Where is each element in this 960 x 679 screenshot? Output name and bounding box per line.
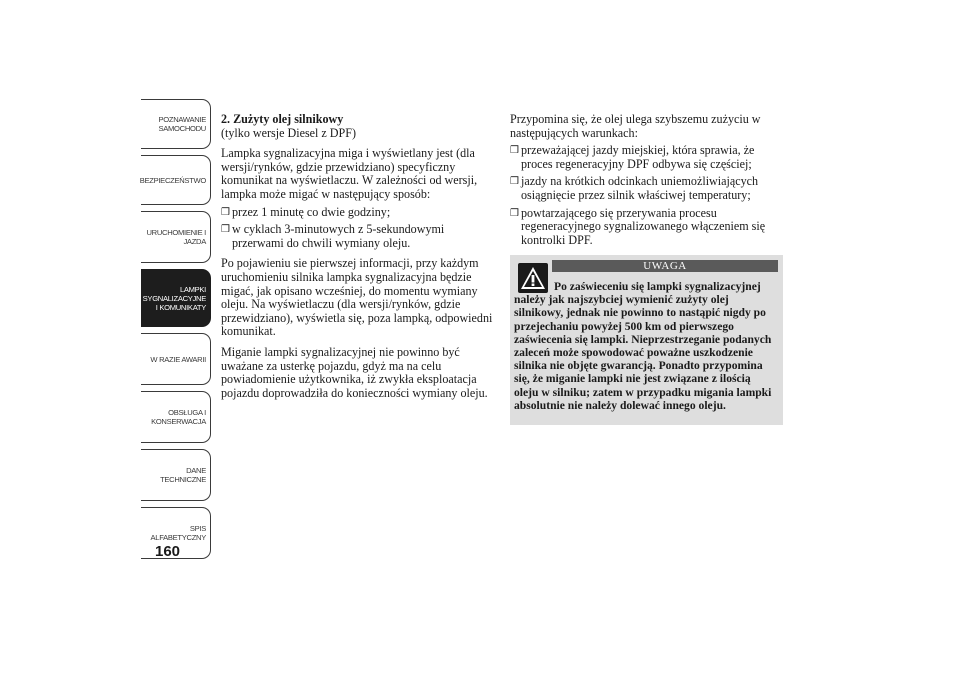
body-paragraph: Miganie lampki sygnalizacyjnej nie powinno być uważane za usterkę pojazdu, gdyż ma na celu powiadomienie użytkownika, iż zwykła eksploatacja pojazdu doprowadziła do konieczności wymiany oleju. xyxy=(221,344,488,400)
right-column xyxy=(510,113,785,247)
checkbox-bullet-icon: ❒ xyxy=(510,207,519,219)
list-item-text: przeważającej jazdy miejskiej, która sprawia, że proces regeneracyjny DPF odbywa się częściej; xyxy=(521,143,755,171)
checkbox-bullet-icon: ❒ xyxy=(510,145,519,157)
list-item xyxy=(221,206,493,220)
checkbox-bullet-icon: ❒ xyxy=(510,176,519,188)
list-item-text: przez 1 minutę co dwie godziny; xyxy=(232,204,391,219)
tab-bezpieczenstwo[interactable]: BEZPIECZEŃSTWO xyxy=(141,155,211,205)
intro-paragraph: Lampka sygnalizacyjna miga i wyświetlany jest (dla wersji/rynków, gdzie przewidziano) specyficzny komunikat na wyświetlaczu. W zależności od wersji, lampka może migać w następujący sposób: xyxy=(221,146,478,201)
list-item xyxy=(510,144,785,171)
checkbox-bullet-icon: ❒ xyxy=(221,224,230,236)
list-item-text: w cyklach 3-minutowych z 5-sekundowymi przerwami do chwili wymiany oleju. xyxy=(232,222,445,250)
section-heading: 2. Zużyty olej silnikowy xyxy=(221,112,344,126)
tab-lampki-sygnalizacyjne[interactable]: LAMPKI SYGNALIZACYJNE I KOMUNIKATY xyxy=(141,269,211,327)
intro-paragraph: Przypomina się, że olej ulega szybszemu zużyciu w następujących warunkach: xyxy=(510,112,761,140)
warning-text: Po zaświeceniu się lampki sygnalizacyjnej należy jak najszybciej wymienić zużyty olej silnikowy, jednak nie powinno to nastąpić nigdy po przejechaniu powyżej 500 km od pierwszego zaświecenia się lampki. Nieprzestrzeganie podanych zaleceń może spowodować poważne uszkodzenie silnika nie objęte gwarancją. Ponadto przypomina się, że miganie lampki nie jest związane z ilością oleju w silniku; zatem w przypadku migania lampki absolutnie nie należy dolewać innego oleju. xyxy=(514,280,772,412)
list-item xyxy=(510,207,785,248)
tab-dane-techniczne[interactable]: DANE TECHNICZNE xyxy=(141,449,211,501)
left-column xyxy=(221,113,493,400)
list-item xyxy=(510,175,785,202)
tab-poznawanie-samochodu[interactable]: POZNAWANIE SAMOCHODU xyxy=(141,99,211,149)
page-number: 160 xyxy=(155,543,181,560)
tab-w-razie-awarii[interactable]: W RAZIE AWARII xyxy=(141,333,211,385)
warning-title: UWAGA xyxy=(552,260,778,272)
checkbox-bullet-icon: ❒ xyxy=(221,206,230,218)
tab-uruchomienie-i-jazda[interactable]: URUCHOMIENIE I JAZDA xyxy=(141,211,211,263)
warning-box xyxy=(510,255,783,425)
list-item-text: powtarzającego się przerywania procesu regeneracyjnego sygnalizowanego włączeniem się kontrolki DPF. xyxy=(521,205,766,247)
tab-spis-alfabetyczny[interactable]: SPIS ALFABETYCZNY xyxy=(141,507,211,559)
body-paragraph: Po pojawieniu sie pierwszej informacji, przy każdym uruchomieniu silnika lampka sygnalizacyjna będzie migać, jak opisano wcześniej, do momentu wymiany oleju. Na wyświetlaczu (dla wersji/rynków, gdzie przewidziano), wyświetla się, poza lampką, odpowiedni komunikat. xyxy=(221,256,493,339)
list-item-text: jazdy na krótkich odcinkach uniemożliwiających osiągnięcie przez silnik właściwej temperatury; xyxy=(521,174,759,202)
tab-obsluga-i-konserwacja[interactable]: OBSŁUGA I KONSERWACJA xyxy=(141,391,211,443)
list-item xyxy=(221,223,493,250)
section-subheading: (tylko wersje Diesel z DPF) xyxy=(221,125,357,140)
